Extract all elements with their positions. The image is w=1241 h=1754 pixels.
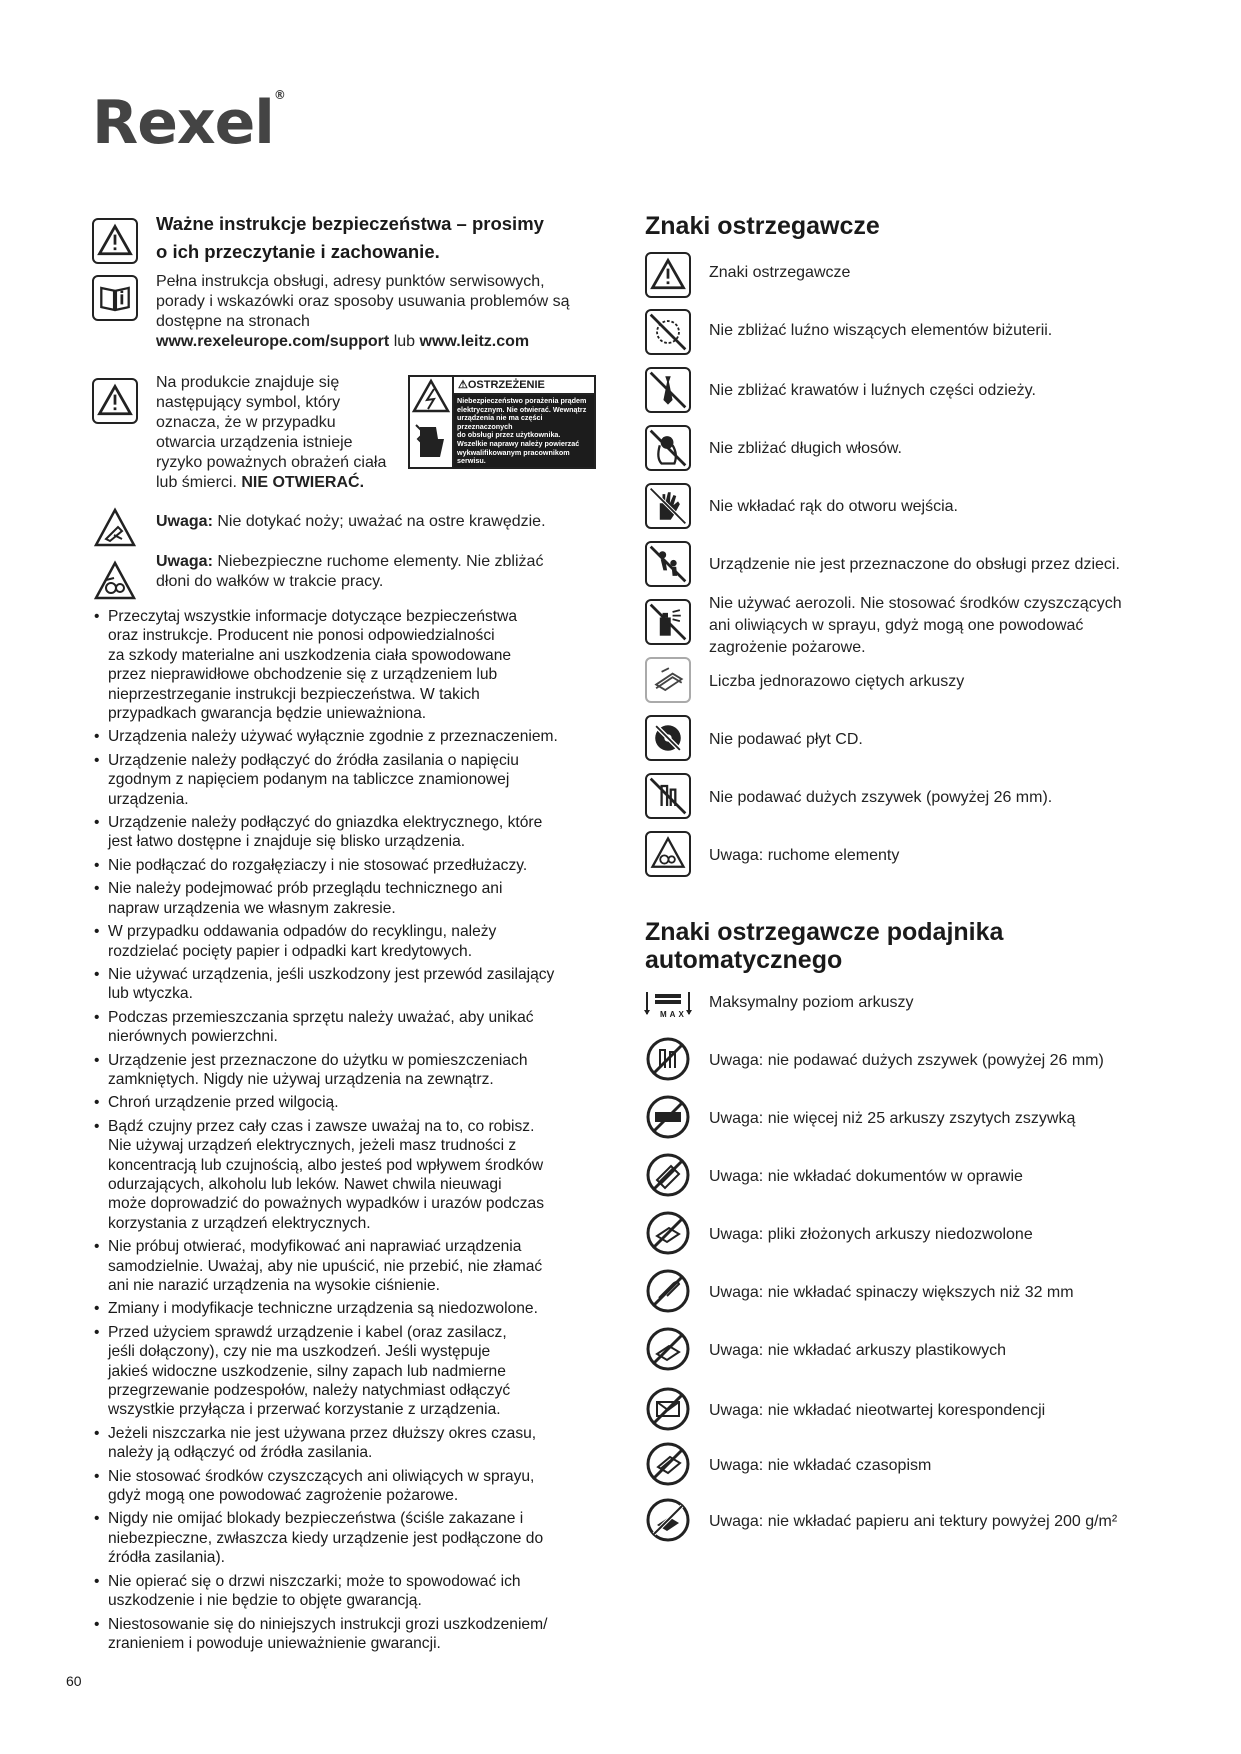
intro-text-line3: dostępne na stronach: [156, 313, 310, 330]
large-staple-icon: [645, 773, 691, 819]
warn-label-6: Urządzenie nie jest przeznaczone do obsługi przez dzieci.: [709, 556, 1120, 573]
symbol-text-line3: oznacza, że w przypadku: [156, 414, 336, 431]
symbol-text-line1: Na produkcie znajduje się: [156, 374, 340, 391]
intro-title-line2: o ich przeczytanie i zachowanie.: [156, 241, 440, 262]
safety-bullet-list: [92, 607, 612, 1657]
jewellery-icon: [645, 309, 691, 355]
feeder-heading-line2: automatycznego: [645, 946, 843, 974]
feeder-label-2: Uwaga: nie podawać dużych zszywek (powyżej 26 mm): [709, 1052, 1104, 1069]
warn-label-11: Uwaga: ruchome elementy: [709, 847, 900, 864]
sharp-blades-icon: [92, 505, 138, 551]
warning-triangle-icon: [92, 218, 138, 264]
feeder-label-7: Uwaga: nie wkładać arkuszy plastikowych: [709, 1342, 1007, 1359]
warn-label-4: Nie zbliżać długich włosów.: [709, 440, 902, 457]
feeder-label-5: Uwaga: pliki złożonych arkuszy niedozwolone: [709, 1226, 1033, 1243]
no-large-staples-icon: [645, 1036, 691, 1082]
safety-bullet: • Nie opierać się o drzwi niszczarki; może to spowodować ich uszkodzenie i nie będzie to objęte gwarancją.: [92, 1572, 612, 1611]
moving-parts-icon: [92, 558, 138, 604]
feeder-heading-line1: Znaki ostrzegawcze podajnika: [645, 918, 1004, 946]
safety-bullet: • Bądź czujny przez cały czas i zawsze uważaj na to, co robisz. Nie używaj urządzeń elektrycznych, jeżeli masz trudności z koncentracją lub czujnością, albo jesteś pod wpływem środków odurzających, alkoholu lub leków. Nawet chwila nieuwagi może doprowadzić do poważnych wypadków i urazów podczas korzystania z urządzeń elektrycznych.: [92, 1117, 612, 1233]
intro-urls: www.rexeleurope.com/support lub www.leitz.com: [156, 333, 530, 350]
warn-label-5: Nie wkładać rąk do otworu wejścia.: [709, 498, 958, 515]
no-cd-icon: [645, 715, 691, 761]
warning-triangle-icon: [92, 378, 138, 424]
safety-bullet: • Nie używać urządzenia, jeśli uszkodzony jest przewód zasilający lub wtyczka.: [92, 965, 612, 1004]
safety-bullet: • Przeczytaj wszystkie informacje dotyczące bezpieczeństwa oraz instrukcje. Producent nie ponosi odpowiedzialności za szkody materialne ani uszkodzenia ciała spowodowane przez nieprawidłowe obchodzenie się z urządzeniem lub nieprzestrzeganie instrukcji bezpieczeństwa. W takich przypadkach gwarancja będzie unieważniona.: [92, 607, 612, 723]
no-stapled-stack-icon: [645, 1094, 691, 1140]
symbol-text-line2: następujący symbol, który: [156, 394, 341, 411]
no-large-clips-icon: [645, 1268, 691, 1314]
no-magazines-icon: [645, 1441, 691, 1487]
brand-name: Rexel: [92, 88, 274, 158]
rexel-logo: Rexel®: [92, 88, 285, 158]
intro-text-line1: Pełna instrukcja obsługi, adresy punktów serwisowych,: [156, 273, 545, 290]
warn-label-3: Nie zbliżać krawatów i luźnych części odzieży.: [709, 382, 1036, 399]
feeder-label-4: Uwaga: nie wkładać dokumentów w oprawie: [709, 1168, 1023, 1185]
feeder-label-10: Uwaga: nie wkładać papieru ani tektury powyżej 200 g/m²: [709, 1513, 1118, 1530]
safety-bullet: • Urządzenie należy podłączyć do gniazdka elektrycznego, które jest łatwo dostępne i znajduje się blisko urządzenia.: [92, 813, 612, 852]
electric-warning-label: [408, 375, 596, 469]
feeder-label-9: Uwaga: nie wkładać czasopism: [709, 1457, 932, 1474]
no-heavy-paper-icon: [645, 1497, 691, 1543]
no-children-icon: [645, 541, 691, 587]
safety-bullet: • Nigdy nie omijać blokady bezpieczeństwa (ściśle zakazane i niebezpieczne, zwłaszcza kiedy urządzenie jest podłączone do źródła zasilania).: [92, 1509, 612, 1567]
safety-bullet: • Urządzenie jest przeznaczone do użytku w pomieszczeniach zamkniętych. Nigdy nie używaj urządzenia na zewnątrz.: [92, 1051, 612, 1090]
safety-bullet: • Przed użyciem sprawdź urządzenie i kabel (oraz zasilacz, jeśli dołączony), czy nie ma uszkodzeń. Jeśli występuje jakieś widoczne uszkodzenie, silny zapach lub nadmierne przegrzewanie podzespołów, należy natychmiast odłączyć wszystkie przyłącza i przerwać korzystanie z urządzenia.: [92, 1323, 612, 1420]
warn-label-2: Nie zbliżać luźno wiszących elementów biżuterii.: [709, 322, 1053, 339]
safety-bullet: • Nie próbuj otwierać, modyfikować ani naprawiać urządzenia samodzielnie. Uważaj, aby nie upuścić, nie przebić, nie złamać ani nie narazić urządzenia na wysokie ciśnienie.: [92, 1237, 612, 1295]
warn-label-10: Nie podawać dużych zszywek (powyżej 26 mm).: [709, 789, 1053, 806]
no-plastic-sheets-icon: [645, 1326, 691, 1372]
manual-info-icon: [92, 275, 138, 321]
caution-moving-line1: Uwaga: Niebezpieczne ruchome elementy. Nie zbliżać: [156, 553, 544, 570]
no-envelopes-icon: [645, 1386, 691, 1432]
shock-hazard-icon: [410, 377, 454, 467]
no-folded-sheets-icon: [645, 1210, 691, 1256]
safety-bullet: • Nie stosować środków czyszczących ani oliwiących w sprayu, gdyż mogą one powodować zagrożenie pożarowe.: [92, 1467, 612, 1506]
symbol-text-line6: lub śmierci. NIE OTWIERAĆ.: [156, 474, 365, 491]
hand-icon: [645, 483, 691, 529]
safety-bullet: • Niestosowanie się do niniejszych instrukcji grozi uszkodzeniem/ zranieniem i powoduje unieważnienie gwarancji.: [92, 1615, 612, 1654]
page-number: 60: [66, 1673, 82, 1689]
tie-icon: [645, 367, 691, 413]
feeder-label-6: Uwaga: nie wkładać spinaczy większych niż 32 mm: [709, 1284, 1074, 1301]
symbol-text-line5: ryzyko poważnych obrażeń ciała: [156, 454, 387, 471]
warn-label-9: Nie podawać płyt CD.: [709, 731, 863, 748]
warning-signs-heading: Znaki ostrzegawcze: [645, 212, 880, 240]
feeder-label-1: Maksymalny poziom arkuszy: [709, 994, 914, 1011]
warn-label-7-line3: zagrożenie pożarowe.: [709, 639, 866, 656]
long-hair-icon: [645, 425, 691, 471]
intro-title-line1: Ważne instrukcje bezpieczeństwa – prosimy: [156, 213, 544, 234]
aerosol-icon: [645, 599, 691, 645]
symbol-text-line4: otwarcia urządzenia istnieje: [156, 434, 353, 451]
no-bound-documents-icon: [645, 1152, 691, 1198]
caution-moving-line2: dłoni do wałków w trakcie pracy.: [156, 573, 384, 590]
warn-label-1: Znaki ostrzegawcze: [709, 264, 851, 281]
caution-blades: Uwaga: Nie dotykać noży; uważać na ostre krawędzie.: [156, 513, 546, 530]
safety-bullet: • Nie podłączać do rozgałęziaczy i nie stosować przedłużaczy.: [92, 856, 612, 875]
safety-bullet: • Nie należy podejmować prób przeglądu technicznego ani napraw urządzenia we własnym zakresie.: [92, 879, 612, 918]
label-body: Niebezpieczeństwo porażenia prądem elektrycznym. Nie otwierać. Wewnątrz urządzenia nie ma części przeznaczonych do obsługi przez użytkownika. Wszelkie naprawy należy powierzać wykwalifikowanym pracownikom serwisu.: [454, 395, 594, 467]
feeder-label-8: Uwaga: nie wkładać nieotwartej korespondencji: [709, 1402, 1046, 1419]
safety-bullet: • Jeżeli niszczarka nie jest używana przez dłuższy okres czasu, należy ją odłączyć od źródła zasilania.: [92, 1424, 612, 1463]
warn-label-7-line2: ani oliwiących w sprayu, gdyż mogą one powodować: [709, 617, 1084, 634]
safety-bullet: • Urządzenie należy podłączyć do źródła zasilania o napięciu zgodnym z napięciem podanym na tabliczce znamionowej urządzenia.: [92, 751, 612, 809]
feeder-label-3: Uwaga: nie więcej niż 25 arkuszy zszytych zszywką: [709, 1110, 1076, 1127]
safety-bullet: • Chroń urządzenie przed wilgocią.: [92, 1093, 612, 1112]
intro-text-line2: porady i wskazówki oraz sposoby usuwania problemów są: [156, 293, 570, 310]
leitz-url[interactable]: www.leitz.com: [419, 333, 530, 350]
support-url[interactable]: www.rexeleurope.com/support: [156, 333, 390, 350]
safety-bullet: • Zmiany i modyfikacje techniczne urządzenia są niedozwolone.: [92, 1299, 612, 1318]
warn-label-7-line1: Nie używać aerozoli. Nie stosować środków czyszczących: [709, 595, 1122, 612]
label-header: ⚠OSTRZEŻENIE: [454, 377, 594, 395]
safety-bullet: • W przypadku oddawania odpadów do recyklingu, należy rozdzielać pocięty papier i odpadki kart kredytowych.: [92, 922, 612, 961]
safety-bullet: • Podczas przemieszczania sprzętu należy uważać, aby unikać nierównych powierzchni.: [92, 1008, 612, 1047]
do-not-open: NIE OTWIERAĆ.: [241, 474, 365, 491]
warn-label-8: Liczba jednorazowo ciętych arkuszy: [709, 673, 965, 690]
max-label: MAX: [660, 1010, 687, 1019]
safety-bullet: • Urządzenia należy używać wyłącznie zgodnie z przeznaczeniem.: [92, 727, 612, 746]
sheet-capacity-icon: [645, 657, 691, 703]
moving-parts-icon: [645, 831, 691, 877]
warning-triangle-icon: [645, 252, 691, 298]
